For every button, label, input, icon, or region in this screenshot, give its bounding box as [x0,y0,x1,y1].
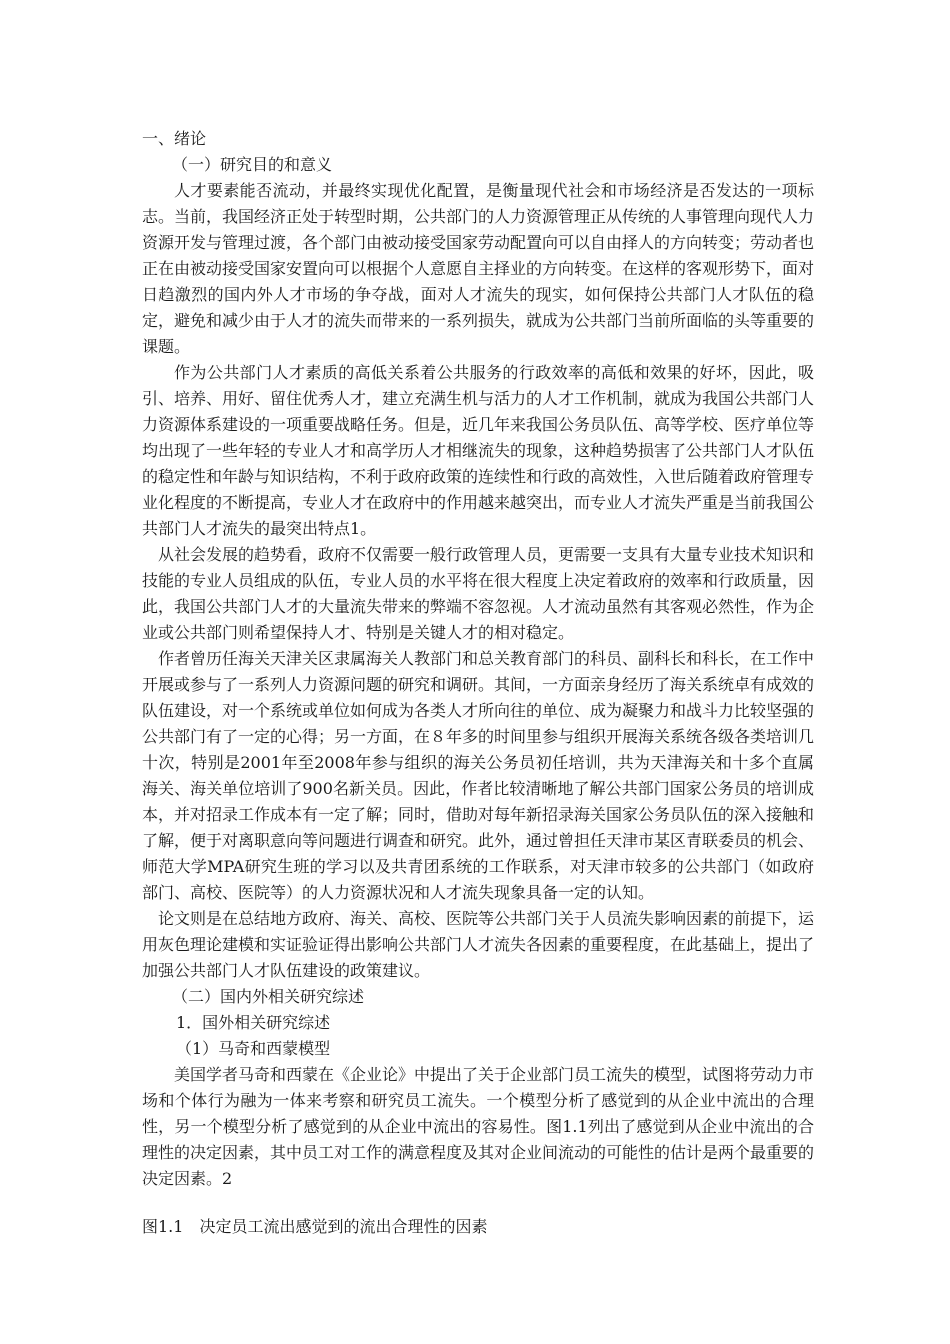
section-heading: 一、绪论 [142,129,207,148]
document-page [142,126,814,1240]
paragraph [142,178,814,360]
subsection-heading: （二）国内外相关研究综述 [172,987,365,1006]
paragraph-text: 论文则是在总结地方政府、海关、高校、医院等公共部门关于人员流失影响因素的前提下，运用灰色理论建模和实证验证得出影响公共部门人才流失各因素的重要程度，在此基础上，提出了加强公共部门人才队伍建设的政策建议。 [142,909,815,980]
paragraph [142,1062,814,1192]
paragraph [142,906,814,984]
paragraph-text: 作为公共部门人才素质的高低关系着公共服务的行政效率的高低和效果的好坏，因此，吸引、培养、用好、留住优秀人才，建立充满生机与活力的人才工作机制，就成为我国公共部门人力资源体系建设的一项重要战略任务。但是，近几年来我国公务员队伍、高等学校、医疗单位等均出现了一些年轻的专业人才和高学历人才相继流失的现象，这种趋势损害了公共部门人才队伍的稳定性和年龄与知识结构，不利于政府政策的连续性和行政的高效性，入世后随着政府管理专业化程度的不断提高，专业人才在政府中的作用越来越突出，而专业人才流失严重是当前我国公共部门人才流失的最突出特点1。 [142,363,815,538]
paragraph-text: 作者曾历任海关天津关区隶属海关人教部门和总关教育部门的科员、副科长和科长，在工作中开展或参与了一系列人力资源问题的研究和调研。其间，一方面亲身经历了海关系统卓有成效的队伍建设，对一个系统或单位如何成为各类人才所向往的单位、成为凝聚力和战斗力比较坚强的公共部门有了一定的心得；另一方面，在８年多的时间里参与组织开展海关系统各级各类培训几十次，特别是2001年至2008年参与组织的海关公务员初任培训，共为天津海关和十多个直属海关、海关单位培训了900名新关员。因此，作者比较清晰地了解公共部门国家公务员的培训成本，并对招录工作成本有一定了解；同时，借助对每年新招录海关国家公务员队伍的深入接触和了解，便于对离职意向等问题进行调查和研究。此外，通过曾担任天津市某区青联委员的机会、师范大学MPA研究生班的学习以及共青团系统的工作联系，对天津市较多的公共部门（如政府部门、高校、医院等）的人力资源状况和人才流失现象具备一定的认知。 [142,649,815,902]
paragraph-text: 美国学者马奇和西蒙在《企业论》中提出了关于企业部门员工流失的模型，试图将劳动力市场和个体行为融为一体来考察和研究员工流失。一个模型分析了感觉到的从企业中流出的合理性，另一个模型分析了感觉到的从企业中流出的容易性。图1.1列出了感觉到从企业中流出的合理性的决定因素，其中员工对工作的满意程度及其对企业间流动的可能性的估计是两个最重要的决定因素。2 [142,1065,815,1188]
paragraph-text: 人才要素能否流动，并最终实现优化配置，是衡量现代社会和市场经济是否发达的一项标志。当前，我国经济正处于转型时期，公共部门的人力资源管理正从传统的人事管理向现代人力资源开发与管理过渡，各个部门由被动接受国家劳动配置向可以自由择人的方向转变；劳动者也正在由被动接受国家安置向可以根据个人意愿自主择业的方向转变。在这样的客观形势下，面对日趋激烈的国内外人才市场的争夺战，面对人才流失的现实，如何保持公共部门人才队伍的稳定，避免和减少由于人才的流失而带来的一系列损失，就成为公共部门当前所面临的头等重要的课题。 [142,181,815,356]
paragraph [142,646,814,906]
model-heading: （1）马奇和西蒙模型 [176,1039,331,1058]
paragraph-text: 从社会发展的趋势看，政府不仅需要一般行政管理人员，更需要一支具有大量专业技术知识和技能的专业人员组成的队伍，专业人员的水平将在很大程度上决定着政府的效率和行政质量，因此，我国公共部门人才的大量流失带来的弊端不容忽视。人才流动虽然有其客观必然性，作为企业或公共部门则希望保持人才、特别是关键人才的相对稳定。 [142,545,815,642]
paragraph [142,360,814,542]
spacer [142,1192,814,1214]
paragraph [142,542,814,646]
subsubsection-heading: 1．国外相关研究综述 [176,1013,331,1032]
subsection-heading: （一）研究目的和意义 [172,155,333,174]
figure-caption: 图1.1 决定员工流出感觉到的流出合理性的因素 [142,1217,488,1236]
